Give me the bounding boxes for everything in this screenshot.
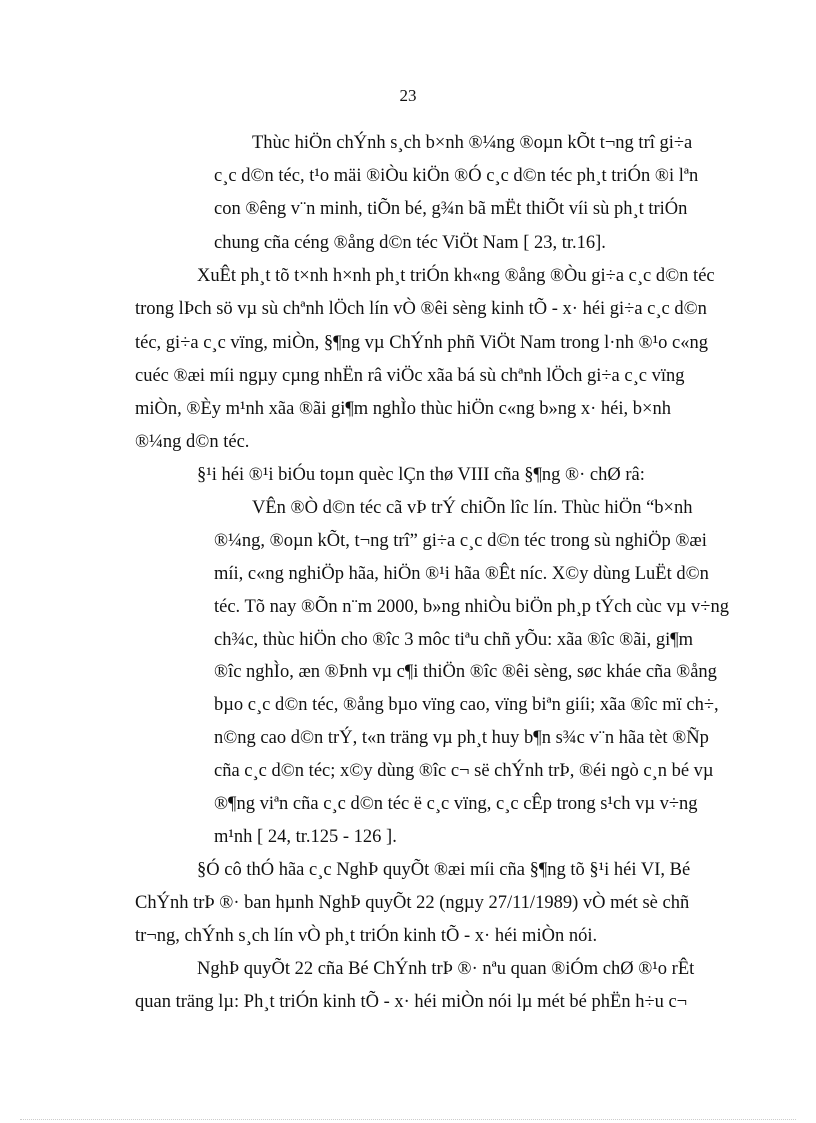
text-line: ®¼ng d©n téc.: [135, 432, 250, 452]
text-line: ChÝnh trÞ ®· ban hµnh NghÞ quyÕt 22 (ngµy 27/11/1989) vÒ mét sè chñ: [135, 893, 690, 913]
text-line: tr¬ng, chÝnh s¸ch lín vÒ ph¸t triÓn kinh tÕ - x· héi miÒn nói.: [135, 926, 598, 946]
text-line: quan träng lµ: Ph¸t triÓn kinh tÕ - x· héi miÒn nói lµ mét bé phËn h÷u c¬: [135, 992, 688, 1012]
text-line: VÊn ®Ò d©n téc cã vÞ trÝ chiÕn lîc lín. Thùc hiÖn “b×nh: [252, 498, 693, 518]
text-line: m¹nh [ 24, tr.125 - 126 ].: [214, 827, 397, 847]
text-line: ch¾c, thùc hiÖn cho ®îc 3 môc tiªu chñ yÕu: xãa ®îc ®ãi, gi¶m: [214, 630, 693, 650]
text-line: ®¼ng, ®oµn kÕt, t¬ng trî” gi÷a c¸c d©n téc trong sù nghiÖp ®æi: [214, 531, 707, 551]
text-line: bµo c¸c d©n téc, ®ång bµo vïng cao, vïng biªn giíi; xãa ®îc mï ch÷,: [214, 695, 719, 715]
text-line: NghÞ quyÕt 22 cña Bé ChÝnh trÞ ®· nªu quan ®iÓm chØ ®¹o rÊt: [197, 959, 695, 979]
text-line: ®îc nghÌo, æn ®Þnh vµ c¶i thiÖn ®îc ®êi sèng, søc kháe cña ®ång: [214, 662, 717, 682]
page-number: 23: [399, 86, 417, 105]
text-line: téc, gi÷a c¸c vïng, miÒn, §¶ng vµ ChÝnh phñ ViÖt Nam trong l·nh ®¹o c«ng: [135, 333, 708, 353]
text-line: Thùc hiÖn chÝnh s¸ch b×nh ®¼ng ®oµn kÕt t¬ng trî gi÷a: [252, 133, 693, 153]
text-line: cña c¸c d©n téc; x©y dùng ®îc c¬ së chÝnh trÞ, ®éi ngò c¸n bé vµ: [214, 761, 714, 781]
text-line: trong lÞch sö vµ sù chªnh lÖch lín vÒ ®êi sèng kinh tÕ - x· héi gi÷a c¸c d©n: [135, 299, 707, 319]
text-line: §Ó cô thÓ hãa c¸c NghÞ quyÕt ®æi míi cña §¶ng tõ §¹i héi VI, Bé: [197, 860, 691, 880]
text-line: cuéc ®æi míi ngµy cµng nhËn râ viÖc xãa bá sù chªnh lÖch gi÷a c¸c vïng: [135, 366, 685, 386]
text-line: §¹i héi ®¹i biÓu toµn quèc lÇn thø VIII cña §¶ng ®· chØ râ:: [197, 465, 645, 485]
text-line: miÒn, ®Èy m¹nh xãa ®ãi gi¶m nghÌo thùc hiÖn c«ng b»ng x· héi, b×nh: [135, 399, 671, 419]
page-bottom-divider: [20, 1119, 796, 1120]
text-line: con ®êng v¨n minh, tiÕn bé, g¾n bã mËt thiÕt víi sù ph¸t triÓn: [214, 199, 688, 219]
text-line: c¸c d©n téc, t¹o mäi ®iÒu kiÖn ®Ó c¸c d©n téc ph¸t triÓn ®i lªn: [214, 166, 699, 186]
text-line: míi, c«ng nghiÖp hãa, hiÖn ®¹i hãa ®Êt níc. X©y dùng LuËt d©n: [214, 564, 709, 584]
text-line: n©ng cao d©n trÝ, t«n träng vµ ph¸t huy b¶n s¾c v¨n hãa tèt ®Ñp: [214, 728, 709, 748]
text-line: téc. Tõ nay ®Õn n¨m 2000, b»ng nhiÒu biÖn ph¸p tÝch cùc vµ v÷ng: [214, 597, 729, 617]
text-line: ®¶ng viªn cña c¸c d©n téc ë c¸c vïng, c¸c cÊp trong s¹ch vµ v÷ng: [214, 794, 698, 814]
text-line: XuÊt ph¸t tõ t×nh h×nh ph¸t triÓn kh«ng ®ång ®Òu gi÷a c¸c d©n téc: [197, 266, 715, 286]
text-line: chung cña céng ®ång d©n téc ViÖt Nam [ 23, tr.16].: [214, 233, 606, 253]
